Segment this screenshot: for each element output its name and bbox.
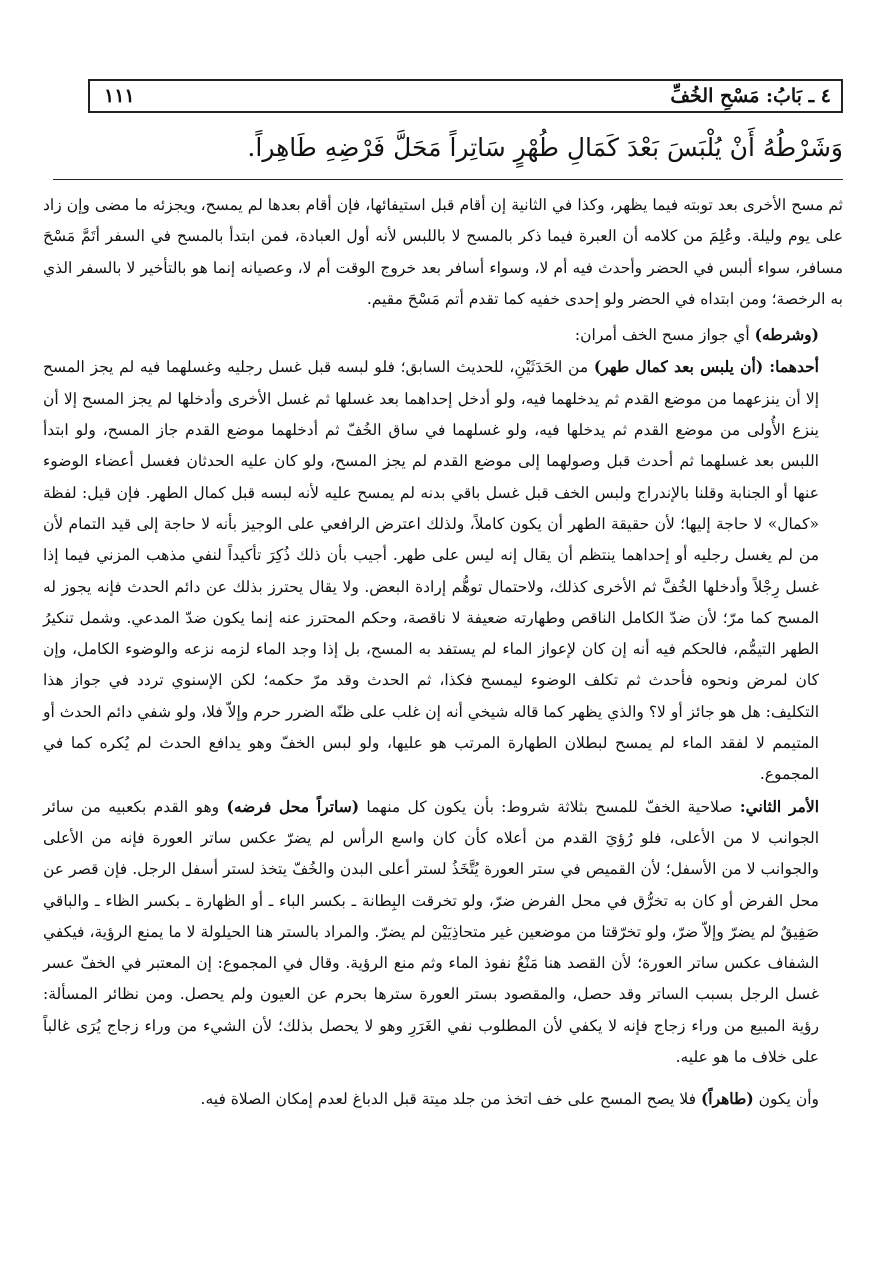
- paragraph-text: وأن يكون: [753, 1090, 819, 1109]
- paragraph-1: ثم مسح الأخرى بعد توبته فيما يظهر، وكذا في الثانية إن أقام قبل استيفائها، فإن أقام بعدها لم يمسح، ويجزئه ما مضى وإن زاد على يوم وليلة. وعُلِمَ من كلامه أن العبرة فيما ذكر بالمسح لا باللبس لأنه أول العبادة، فمن ابتدأ بالمسح في السفر أتَمَّ مَسْحَ مسافر، سواء ألبس في الحضر وأحدث فيه أم لا، وسواء أسافر بعد خروج الوقت أم لا، وعصيانه إنما هو بالتأخير لا بالسفر الذي به الرخصة؛ ومن ابتداه في الحضر ولو إحدى خفيه كما تقدم أتم مَسْحَ مقيم.: [43, 196, 843, 308]
- keyword: (طاهراً): [700, 1089, 754, 1109]
- paragraph-text: صلاحية الخفّ للمسح بثلاثة شروط: بأن يكون كل منهما: [359, 797, 740, 816]
- paragraph-3: [43, 351, 843, 790]
- lead-word: الأمر الثاني:: [739, 796, 819, 816]
- chapter-title: ٤ ـ بَابُ: مَسْحِ الخُفِّ: [670, 85, 831, 107]
- paragraph-text: من الحَدَثَيْنِ، للحديث السابق؛ فلو لبسه قبل غسل رجليه وغسلهما فيه لم يجز المسح إلا أن ينزعهما من موضع القدم ثم يدخلهما فيه، ولو أدخل إحداهما بعد غسلها ثم غسل الأخرى وأدخلها لم يجز المسح إلا أن ينزع الأُولى من موضع القدم ثم يدخلها فيه، ولو غسلهما في ساق الخُفّ ثم أدخلهما موضع القدم جاز المسح، ولو ابتدأ اللبس بعد غسلهما ثم أحدث قبل وصولهما إلى موضع القدم لم يجز المسح، ولو كان عليه الحدثان فغسل أعضاء الوضوء عنها أو الجنابة وقلنا بالإندراج ولبس الخف قبل غسل باقي بدنه لم يمسح عليه لأنه لبسه قبل كمال الطهر. فإن قيل: لفظة «كمال» لا حاجة إليها؛ لأن حقيقة الطهر أن يكون كاملاً، ولذلك اعترض الرافعي على الوجيز بأنه لا حاجة إلى قيد التمام لأن من لم يغسل رجليه أو إحداهما ينتظم أن يقال إنه ليس على طهر. أجيب بأن ذلك ذُكِرَ تأكيداً لنفي مذهب المزني فيما إذا غسل رِجْلاً وأدخلها الخُفَّ ثم الأخرى كذلك، ولاحتمال توهُّم إرادة البعض. ولا يقال يحترز بذلك عن دائم الحدث فإنه يجوز له المسح كما مرّ؛ لأن ضدّ الكامل الناقص وطهارته ضعيفة لا ناقصة، وحكم المحترز عنه إنما يكون ضدّ المدعي. وشمل تنكيرُ الطهر التيمُّم، فالحكم فيه أنه إن كان لإعواز الماء لم يستفد به المسح، بل إذا وجد الماء لزمه نزعه والوضوء الكامل، وإن كان لمرض ونحوه فأحدث ثم تكلف الوضوء ليمسح فكذا، ثم الحدث وقد مرّ حكمه؛ لكن الإسنوي تردد في جواز هذا التكليف: هل هو جائز أو لا؟ والذي يظهر كما قاله شيخي أنه إن غلب على ظنّه الضرر حرم وإلاّ فلا، ولو شفي دائم الحدث أو المتيمم لا لفقد الماء لم يمسح لبطلان الطهارة المرتب هو عليها، ولو لبس الخفّ وهو يدافع الحدث لم يُكره كما في المجموع.: [43, 358, 819, 784]
- divider-line: [53, 179, 843, 180]
- keyword: (أن يلبس بعد كمال طهر): [593, 357, 764, 377]
- paragraph-5: [43, 1083, 843, 1115]
- paragraph-text: فلا يصح المسح على خف اتخذ من جلد ميتة قبل الدباغ لعدم إمكان الصلاة فيه.: [200, 1090, 701, 1109]
- page-number: ١١١: [104, 85, 135, 107]
- keyword: (ساتراً محل فرضه): [226, 796, 360, 816]
- matn-text: وَشَرْطُهُ أَنْ يُلْبَسَ بَعْدَ كَمَالِ طُهْرٍ سَاتِراً مَحَلَّ فَرْضِهِ طَاهِراً.: [247, 133, 843, 162]
- paragraph-text: وهو القدم بكعبيه من سائر الجوانب لا من الأعلى، فلو رُؤيَ القدم من أعلاه كأن كان واسع الرأس لم يضرّ عكس ساتر العورة فإنه من الأعلى والجوانب لا من الأسفل؛ لأن القميص في ستر العورة يُتَّخَذُ لستر أعلى البدن والخُفّ يتخذ لستر أسفل الرجل. فإن قصر عن محل الفرض أو كان به تخرُّق في محل الفرض ضرّ، ولو تخرقت البِطانة ـ بكسر الباء ـ أو الظهارة ـ بكسر الظاء ـ والباقي صَفِيقٌ لم يضرّ وإلاّ ضرّ، ولو تخرّقتا من موضعين غير متحاذِيَيْن لم يضرّ. والمراد بالستر هنا الحيلولة لا ما يمنع الرؤية، فيكفي الشفاف عكس ساتر العورة؛ لأن القصد هنا مَنْعُ نفوذ الماء وثم منع الرؤية. وقال في المجموع: إن المعتبر في الخفّ عسر غسل الرجل بسبب الساتر وقد حصل، والمقصود بستر العورة سترها بحرم عن العيون ولم يحصل. ومن نظائر المسألة: رؤية المبيع من وراء زجاج فإنه لا يكفي لأن المطلوب نفي الغَرَرِ وهو لا يحصل بذلك؛ لأن الشيء من وراء زجاج يُرَى غالباً على خلاف ما هو عليه.: [43, 797, 819, 1067]
- commentary: [43, 190, 843, 1116]
- paragraph-text: أي جواز مسح الخف أمران:: [574, 326, 755, 345]
- page-header: [88, 79, 843, 113]
- keyword: (وشرطه): [754, 325, 819, 345]
- paragraph-2: [43, 319, 843, 351]
- paragraph-4: [43, 791, 843, 1074]
- lead-word: أحدهما:: [763, 357, 819, 377]
